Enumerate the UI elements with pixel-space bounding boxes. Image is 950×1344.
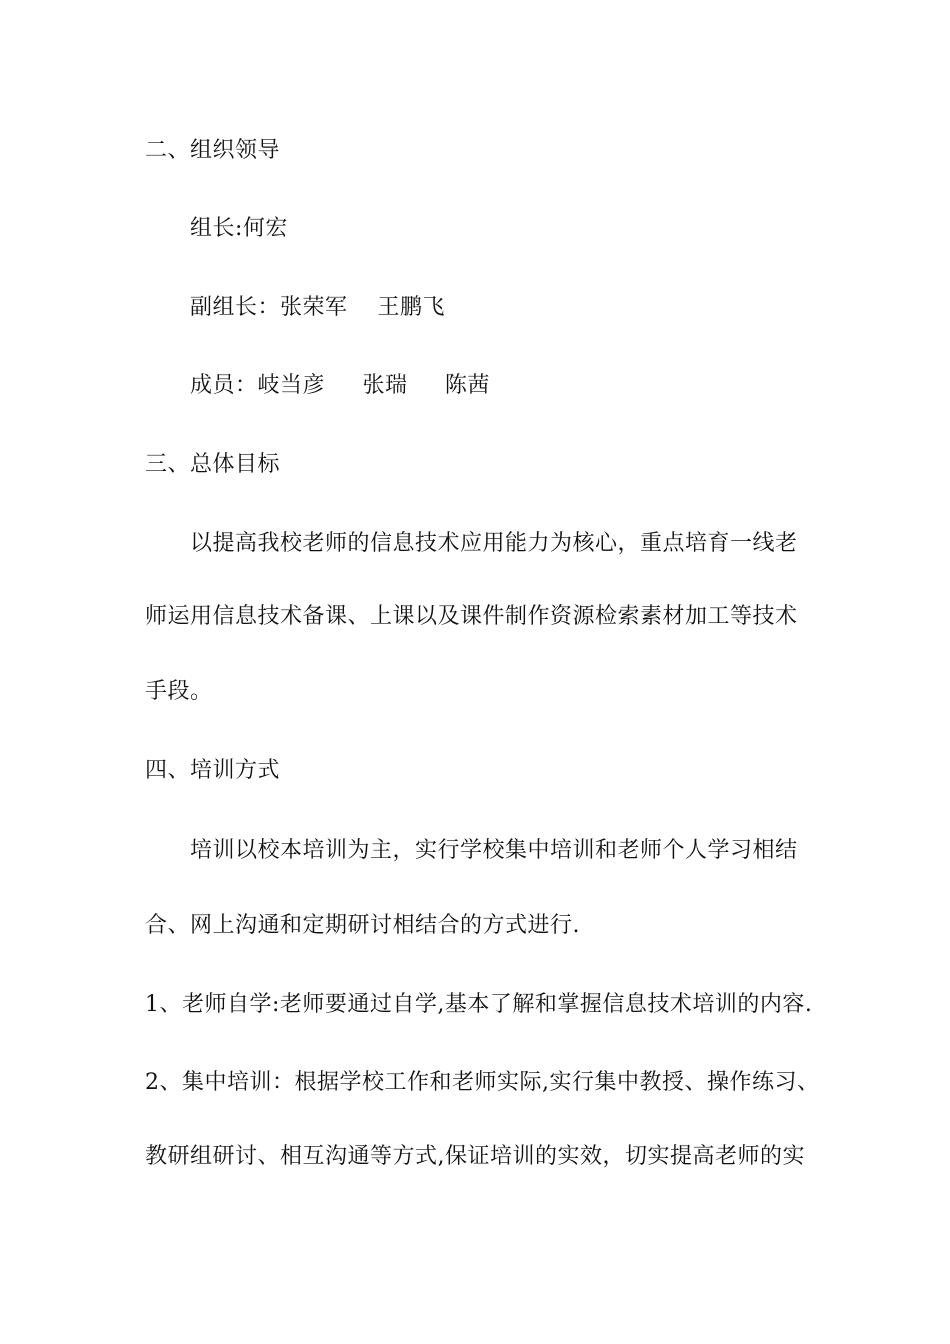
members-line: 成员：岐当彦 张瑞 陈茜: [190, 373, 490, 398]
centralized-training-item-line-2: 教研组研讨、相互沟通等方式,保证培训的实效，切实提高老师的实: [145, 1144, 805, 1169]
section-heading-training-method: 四、培训方式: [145, 758, 281, 783]
self-study-item: 1、老师自学:老师要通过自学,基本了解和掌握信息技术培训的内容.: [145, 992, 813, 1017]
goals-paragraph-line-1: 以提高我校老师的信息技术应用能力为核心，重点培育一线老: [190, 531, 798, 556]
group-leader-line: 组长:何宏: [190, 216, 288, 241]
deputy-leader-line: 副组长：张荣军 王鹏飞: [190, 295, 445, 320]
goals-paragraph-line-3: 手段。: [145, 679, 213, 704]
method-paragraph-line-2: 合、网上沟通和定期研讨相结合的方式进行.: [145, 913, 580, 938]
centralized-training-item-line-1: 2、集中培训：根据学校工作和老师实际,实行集中教授、操作练习、: [145, 1070, 820, 1095]
section-heading-goals: 三、总体目标: [145, 452, 281, 477]
method-paragraph-line-1: 培训以校本培训为主，实行学校集中培训和老师个人学习相结: [190, 838, 798, 863]
section-heading-organization: 二、组织领导: [145, 138, 281, 163]
goals-paragraph-line-2: 师运用信息技术备课、上课以及课件制作资源检索素材加工等技术: [145, 604, 798, 629]
